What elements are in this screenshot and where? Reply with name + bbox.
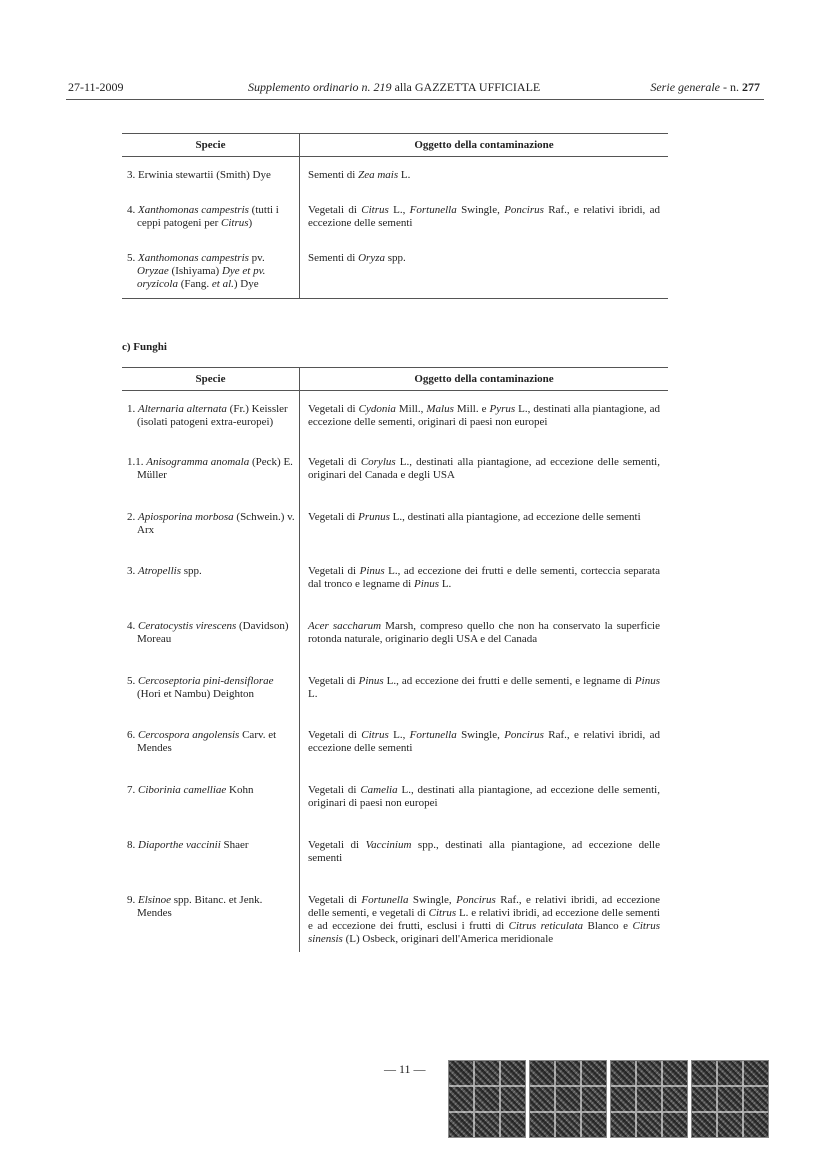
table-row xyxy=(122,665,668,719)
species-cell xyxy=(122,194,300,242)
text-run: 3. Erwinia stewartii (Smith) Dye xyxy=(127,169,271,181)
contamination-object-cell xyxy=(300,555,669,610)
security-stamp xyxy=(610,1060,688,1138)
italic-run: Xanthomonas campestris xyxy=(138,252,249,264)
italic-run: Pinus xyxy=(414,578,440,590)
column-header-species: Specie xyxy=(122,368,300,391)
table-row xyxy=(122,446,668,501)
text-run: L. xyxy=(308,688,318,700)
italic-run: Camelia xyxy=(360,784,398,796)
species-name xyxy=(127,252,295,291)
text-run: 4. xyxy=(127,204,138,216)
table-row xyxy=(122,501,668,555)
italic-run: Zea mais xyxy=(358,169,399,181)
contamination-object-cell xyxy=(300,157,669,195)
text-run: (Fang. xyxy=(177,278,212,290)
italic-run: Pinus xyxy=(634,675,660,687)
italic-run: et al. xyxy=(211,278,234,290)
text-run: Raf., e relativi ibridi, ad eccezione delle sementi xyxy=(308,729,660,754)
species-cell xyxy=(122,555,300,610)
table-row xyxy=(122,194,668,242)
text-run: Marsh, compreso quello che non ha conservato la superficie rotonda naturale, originario degli USA e del Canada xyxy=(308,620,660,645)
table-row xyxy=(122,391,668,447)
table-row xyxy=(122,774,668,829)
italic-run: Diaporthe vaccinii xyxy=(138,839,221,851)
italic-run: Xanthomonas campestris xyxy=(138,204,249,216)
text-run: Mill., xyxy=(395,403,427,415)
italic-run: Vaccinium xyxy=(365,839,412,851)
italic-run: Elsinoe xyxy=(138,894,171,906)
italic-run: Poncirus xyxy=(456,894,496,906)
table-row xyxy=(122,610,668,665)
table-row xyxy=(122,829,668,884)
text-run: Sementi di xyxy=(308,169,359,181)
supplement-label: Supplemento ordinario n. 219 xyxy=(248,80,392,94)
italic-run: Ceratocystis virescens xyxy=(138,620,237,632)
text-run: Vegetali di xyxy=(308,204,362,216)
table-row xyxy=(122,884,668,952)
text-run: L., destinati alla piantagione, ad eccezione delle sementi, originari di paesi non europei xyxy=(308,403,660,428)
text-run: Swingle, xyxy=(456,729,505,741)
text-run: pv. xyxy=(248,252,265,264)
italic-run: Anisogramma anomala xyxy=(146,456,250,468)
text-run: Blanco e xyxy=(583,920,633,932)
species-name xyxy=(127,169,295,182)
text-run: Vegetali di xyxy=(308,784,361,796)
table-row xyxy=(122,719,668,774)
column-header-object: Oggetto della contaminazione xyxy=(300,368,669,391)
contamination-object-cell xyxy=(300,665,669,719)
contamination-object-cell xyxy=(300,610,669,665)
italic-run: Cercoseptoria pini-densiflorae xyxy=(138,675,274,687)
column-header-species: Specie xyxy=(122,134,300,157)
contamination-object-cell xyxy=(300,391,669,447)
text-run: (Peck) E. Müller xyxy=(137,456,293,481)
text-run: (tutti i ceppi patogeni per xyxy=(137,204,279,229)
text-run: L. xyxy=(439,578,452,590)
text-run: Vegetali di xyxy=(308,839,366,851)
italic-run: Citrus xyxy=(361,204,389,216)
italic-run: Prunus xyxy=(358,511,390,523)
italic-run: Pinus xyxy=(359,565,385,577)
text-run: Vegetali di xyxy=(308,456,361,468)
text-run: L., destinati alla piantagione, ad eccezione delle sementi xyxy=(389,511,641,523)
species-cell xyxy=(122,884,300,952)
text-run: Swingle, xyxy=(408,894,457,906)
text-run: ) xyxy=(248,217,253,229)
contamination-object-cell xyxy=(300,719,669,774)
text-run: 7. xyxy=(127,784,138,796)
table-row xyxy=(122,242,668,299)
species-cell xyxy=(122,774,300,829)
text-run: 2. xyxy=(127,511,138,523)
text-run: Vegetali di xyxy=(308,511,359,523)
series-name: Serie generale xyxy=(650,80,720,94)
text-run: 1. xyxy=(127,403,138,415)
series-separator: - n. xyxy=(720,80,742,94)
text-run: (Fr.) Keissler (isolati patogeni extra-europei) xyxy=(137,403,288,428)
table-header-row xyxy=(122,368,668,391)
text-run: L., ad eccezione dei frutti e delle sementi, e legname di xyxy=(383,675,635,687)
table-body xyxy=(122,391,668,953)
column-header-object: Oggetto della contaminazione xyxy=(300,134,669,157)
species-name xyxy=(127,456,295,482)
italic-run: Fortunella xyxy=(361,894,409,906)
italic-run: Poncirus xyxy=(504,729,544,741)
contamination-object-cell xyxy=(300,501,669,555)
text-run: 5. xyxy=(127,675,138,687)
text-run: L., destinati alla piantagione, ad eccezione delle sementi, originari del Canada e degli USA xyxy=(308,456,660,481)
species-cell xyxy=(122,242,300,299)
italic-run: Citrus reticulata xyxy=(508,920,584,932)
italic-run: Citrus xyxy=(221,217,249,229)
text-run: Mill. e xyxy=(453,403,490,415)
italic-run: Pyrus xyxy=(489,403,516,415)
text-run: (Hori et Nambu) Deighton xyxy=(137,688,254,700)
text-run: L. e relativi ibridi, ad eccezione delle sementi e ad eccezione dei frutti, esclusi i frutti di xyxy=(308,907,660,932)
species-name xyxy=(127,894,295,920)
issue-date: 27-11-2009 xyxy=(68,80,124,94)
species-cell xyxy=(122,157,300,195)
page-number: — 11 — xyxy=(384,1062,426,1076)
text-run: Vegetali di xyxy=(308,403,359,415)
italic-run: Fortunella xyxy=(409,204,457,216)
text-run: 5. xyxy=(127,252,138,264)
text-run: spp. Bitanc. et Jenk. Mendes xyxy=(137,894,263,919)
table-row xyxy=(122,157,668,195)
italic-run: Citrus sinensis xyxy=(308,920,661,945)
italic-run: Pinus xyxy=(358,675,384,687)
italic-run: Oryza xyxy=(358,252,385,264)
text-run: 4. xyxy=(127,620,138,632)
series-number: 277 xyxy=(742,80,760,94)
species-name xyxy=(127,511,295,537)
security-stamp xyxy=(448,1060,526,1138)
italic-run: Citrus xyxy=(428,907,457,919)
contamination-object-cell xyxy=(300,774,669,829)
species-name xyxy=(127,784,295,797)
text-run: spp. xyxy=(180,565,202,577)
contamination-table-bacteria xyxy=(122,133,668,299)
gazette-name: alla GAZZETTA UFFICIALE xyxy=(391,80,541,94)
section-title: c) Funghi xyxy=(122,341,167,353)
text-run: ) Dye xyxy=(233,278,259,290)
series-label xyxy=(650,80,760,95)
text-run: (Schwein.) v. Arx xyxy=(137,511,295,536)
text-run: 3. xyxy=(127,565,138,577)
text-run: Carv. et Mendes xyxy=(137,729,277,754)
italic-run: Citrus xyxy=(361,729,389,741)
italic-run: Malus xyxy=(426,403,454,415)
species-name xyxy=(127,729,295,755)
contamination-table-fungi xyxy=(122,367,668,952)
species-name xyxy=(127,675,295,701)
text-run: 1.1. xyxy=(127,456,147,468)
italic-run: Poncirus xyxy=(504,204,544,216)
text-run: Kohn xyxy=(226,784,254,796)
species-name xyxy=(127,403,295,429)
species-name xyxy=(127,204,295,230)
contamination-object-cell xyxy=(300,194,669,242)
italic-run: Atropellis xyxy=(138,565,181,577)
species-cell xyxy=(122,391,300,447)
text-run: L. xyxy=(398,169,411,181)
species-cell xyxy=(122,719,300,774)
italic-run: Corylus xyxy=(360,456,396,468)
text-run: Vegetali di xyxy=(308,729,362,741)
text-run: L., ad eccezione dei frutti e delle sementi, corteccia separata dal tronco e legname di xyxy=(308,565,660,590)
text-run: Vegetali di xyxy=(308,894,362,906)
text-run: L., xyxy=(388,729,410,741)
italic-run: Cydonia xyxy=(358,403,396,415)
italic-run: Dye et pv. oryzicola xyxy=(137,265,266,290)
text-run: Raf., e relativi ibridi, ad eccezione delle sementi xyxy=(308,204,660,229)
contamination-object-cell xyxy=(300,829,669,884)
text-run: spp., destinati alla piantagione, ad eccezione delle sementi xyxy=(308,839,660,864)
text-run: (Ishiyama) xyxy=(168,265,222,277)
text-run: Raf., e relativi ibridi, ad eccezione delle sementi, e vegetali di xyxy=(308,894,660,919)
text-run: L., destinati alla piantagione, ad eccezione delle sementi, originari di paesi non europei xyxy=(308,784,660,809)
text-run: spp. xyxy=(385,252,406,264)
species-name xyxy=(127,565,295,578)
header-rule xyxy=(66,99,764,100)
contamination-object-cell xyxy=(300,446,669,501)
species-cell xyxy=(122,501,300,555)
species-cell xyxy=(122,610,300,665)
species-name xyxy=(127,620,295,646)
security-stamp xyxy=(529,1060,607,1138)
italic-run: Acer saccharum xyxy=(308,620,382,632)
text-run: 6. xyxy=(127,729,138,741)
text-run: Vegetali di xyxy=(308,675,359,687)
table-header-row xyxy=(122,134,668,157)
italic-run: Apiosporina morbosa xyxy=(138,511,234,523)
text-run: L., xyxy=(388,204,410,216)
contamination-object-cell xyxy=(300,242,669,299)
table-body xyxy=(122,157,668,299)
text-run: Shaer xyxy=(220,839,249,851)
italic-run: Fortunella xyxy=(409,729,457,741)
security-stamp xyxy=(691,1060,769,1138)
species-cell xyxy=(122,446,300,501)
text-run: 8. xyxy=(127,839,138,851)
text-run: Swingle, xyxy=(456,204,505,216)
gazette-title xyxy=(248,80,540,95)
species-name xyxy=(127,839,295,852)
italic-run: Alternaria alternata xyxy=(138,403,227,415)
italic-run: Oryzae xyxy=(137,265,169,277)
text-run: Vegetali di xyxy=(308,565,360,577)
species-cell xyxy=(122,829,300,884)
contamination-object-cell xyxy=(300,884,669,952)
species-cell xyxy=(122,665,300,719)
text-run: (L) Osbeck, originari dell'America meridionale xyxy=(342,933,554,945)
text-run: (Davidson) Moreau xyxy=(137,620,289,645)
table-row xyxy=(122,555,668,610)
text-run: Sementi di xyxy=(308,252,359,264)
text-run: 9. xyxy=(127,894,138,906)
italic-run: Ciborinia camelliae xyxy=(138,784,227,796)
italic-run: Cercospora angolensis xyxy=(138,729,240,741)
